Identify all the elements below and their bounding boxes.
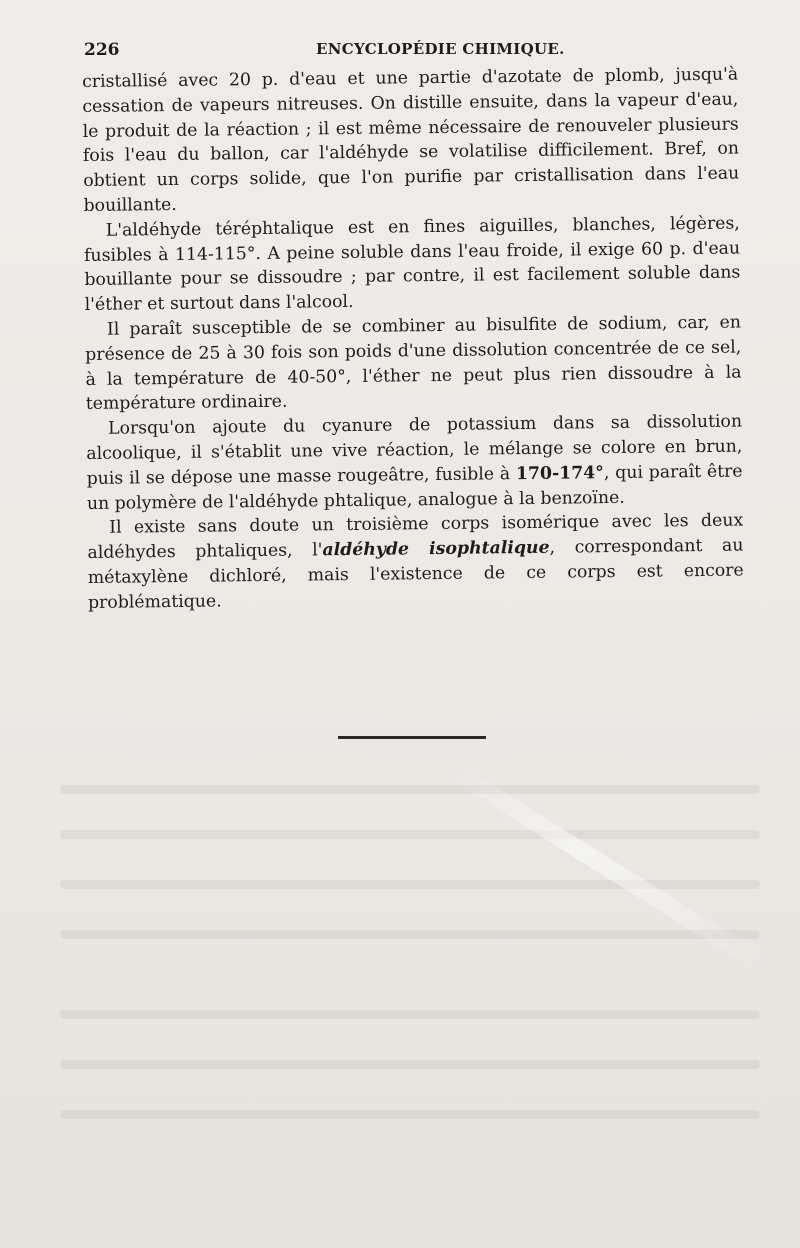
show-through-line [60, 1110, 760, 1119]
section-end-rule [338, 736, 486, 739]
paragraph-continuation: cristallisé avec 20 p. d'eau et une partie d'azotate de plomb, jusqu'à cessation de vapeurs nitreuses. On distille ensuite, dans la vapeur d'eau, le produit de la réaction ; il est même nécessaire de renouveler plusieurs fois l'eau du ballon, car l'aldéhyde se volatilise difficilement. Bref, on obtient un corps solide, que l'on purifie par cristallisation dans l'eau bouillante. [82, 64, 740, 216]
paragraph-bisulfite: Il paraît susceptible de se combiner au bisulfite de sodium, car, en présence de 25 à 30 fois son poids d'une dissolution concentrée de ce sel, à la température de 40-50°, l'éther ne peut plus rien dissoudre à la température ordinaire. [85, 312, 742, 415]
melting-point-value: 170-174° [515, 462, 605, 484]
show-through-line [60, 785, 760, 794]
running-title: ENCYCLOPÉDIE CHIMIQUE. [316, 40, 565, 58]
show-through-line [60, 830, 760, 839]
show-through-line [60, 930, 760, 939]
page-number: 226 [84, 40, 120, 60]
paragraph-cyanide-end: , qui paraît être un polymère de l'aldéhyde phtalique, analogue à la benzoïne. [86, 461, 743, 514]
body-text [82, 63, 744, 616]
italic-term: aldéhyde isophtalique [322, 537, 550, 561]
paragraph-cyanide-start: Lorsqu'on ajoute du cyanure de potassium dans sa dissolution alcoolique, il s'établit une vive réaction, le mélange se colore en brun, puis il se dépose une masse rougeâtre, fusible à [86, 411, 743, 489]
paragraph-isophtalic [87, 509, 744, 616]
paragraph-isophtalic-start: Il existe sans doute un troisième corps isomérique avec les deux aldéhydes phtaliques, l' [87, 510, 744, 564]
paper-crease [453, 766, 768, 972]
show-through-line [60, 1060, 760, 1069]
page-header [84, 40, 730, 66]
paragraph-isophtalic-end: , correspondant au métaxylène dichloré, mais l'existence de ce corps est encore problématique. [87, 535, 744, 613]
paragraph-cyanide [86, 410, 743, 517]
show-through-line [60, 1010, 760, 1019]
paragraph-properties: L'aldéhyde téréphtalique est en fines aiguilles, blanches, légères, fusibles à 114-115°. A peine soluble dans l'eau froide, il exige 60 p. d'eau bouillante pour se dissoudre ; par contre, il est facilement soluble dans l'éther et surtout dans l'alcool. [83, 213, 741, 316]
